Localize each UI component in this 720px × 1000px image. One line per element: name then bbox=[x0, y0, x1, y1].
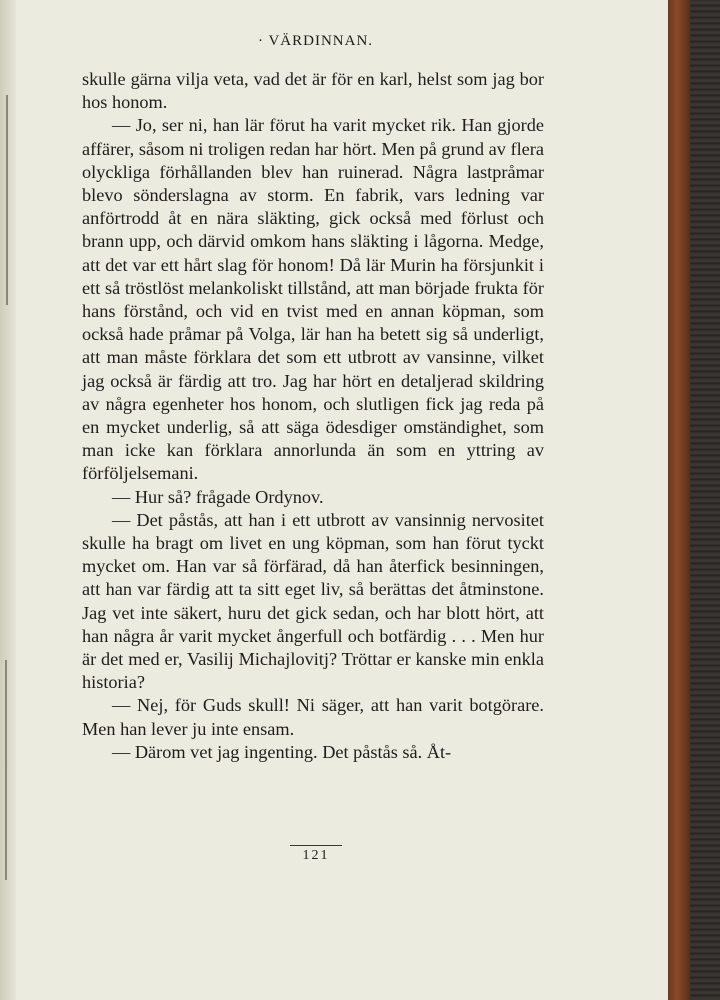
book-binding-edge bbox=[668, 0, 690, 1000]
paragraph: — Jo, ser ni, han lär förut ha varit mycket rik. Han gjorde affärer, såsom ni troligen redan har hört. Men på grund av flera olyckliga förhållanden blev han ruinerad. Några lastpråmar blevo sönderslagna av storm. En fabrik, vars ledning var anförtrodd åt en nära släkting, gick också med förlust och brann upp, och därvid omkom hans släkting i lågorna. Medge, att det var ett hårt slag för honom! Då lär Murin ha försjunkit i ett så tröstlöst melankoliskt tillstånd, att man började frukta för hans förstånd, och vid en tvist med en annan köpman, som också hade pråmar på Volga, lär han ha betett sig så underligt, att man måste förklara det som ett utbrott av vansinne, vilket jag också är färdig att tro. Jag har hört en detaljerad skildring av några egenheter hos honom, och slutligen fick jag reda på en mycket underlig, så att säga ödesdiger omständighet, som man icke kan förklara annorlunda än som en yttring av förföljelsemani. bbox=[82, 115, 544, 484]
paragraph: — Därom vet jag ingenting. Det påstås så. Åt- bbox=[112, 741, 452, 762]
gutter-shadow-mark bbox=[5, 660, 7, 880]
gutter-shadow-mark bbox=[6, 95, 8, 305]
paragraph: skulle gärna vilja veta, vad det är för en karl, helst som jag bor hos honom. bbox=[82, 69, 544, 113]
paragraph: — Det påstås, att han i ett utbrott av vansinnig nervositet skulle ha bragt om livet en ung köpman, som han förut tyckt mycket om. Han var så förfärad, då han återfick besinningen, att han var färdig att ta sitt eget liv, så berättas det åtminstone. Jag vet inte säkert, huru det gick sedan, och har blott hört, att han några år varit mycket ångerfull och botfärdig . . . Men hur är det med er, Vasilij Michajlovitj? Tröttar er kanske min enkla historia? bbox=[82, 509, 544, 693]
paragraph: — Nej, för Guds skull! Ni säger, att han varit botgörare. Men han lever ju inte ensam. bbox=[82, 695, 544, 739]
background-cloth bbox=[690, 0, 720, 1000]
body-text bbox=[82, 68, 544, 764]
page-gutter bbox=[0, 0, 16, 1000]
paragraph: — Hur så? frågade Ordynov. bbox=[112, 486, 324, 507]
folio-rule bbox=[290, 845, 342, 846]
running-head: · VÄRDINNAN. bbox=[258, 33, 374, 49]
page-number: 121 bbox=[302, 848, 330, 863]
